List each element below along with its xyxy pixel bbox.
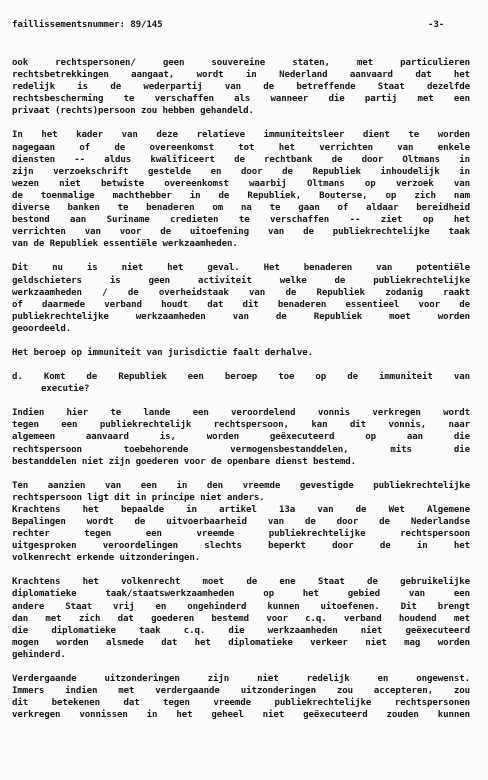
file-number: faillissementsnummer: 89/145 (12, 20, 163, 30)
paragraph (12, 407, 470, 467)
text-line: Bepalingen wordt de uitvoerbaarheid van de door de Nederlandse (12, 517, 470, 527)
text-line: mogen worden alsmede dat het diplomatieke verkeer niet mag worden (12, 637, 470, 648)
text-line: of daarmede verband houdt dat dit benaderen essentieel voor de (12, 299, 470, 310)
text-line: Krachtens het bepaalde in artikel 13a van de Wet Algemene (12, 504, 470, 515)
text-line: rechter tegen een vreemde publiekrechtelijke rechtspersoon (12, 529, 470, 540)
text-line: Indien hier te lande een veroordelend vonnis verkregen wordt (12, 408, 470, 419)
text-line: bestanddelen niet zijn goederen voor de openbare dienst bestemd. (12, 456, 356, 467)
document-body (12, 57, 470, 733)
text-line: diverse banken te benaderen om na te gaan of aldaar bereidheid (12, 203, 470, 214)
text-line: diensten -- aldus kwalificeert de rechtbank de door Oltmans in (12, 154, 470, 165)
text-line: de toenmalige machthebber in de Republiek, Bouterse, op zich nam (12, 190, 470, 201)
text-line: d. Komt de Republiek een beroep toe op de immuniteit van (12, 372, 470, 383)
text-line: rechtspersoon ligt dit in principe niet anders. (12, 492, 265, 503)
text-line: Ten aanzien van een in den vreemde gevestigde publiekrechtelijke (12, 480, 470, 491)
text-line: Verdergaande uitzonderingen zijn niet redelijk en ongewenst. (12, 674, 470, 685)
text-line: wezen niet betwiste overeenkomst waarbij Oltmans op verzoek van (12, 178, 470, 189)
paragraph (12, 480, 470, 565)
text-line: privaat (rechts)persoon zou hebben gehandeld. (12, 106, 254, 117)
text-line: Het beroep op immuniteit van jurisdictie faalt derhalve. (12, 347, 313, 358)
paragraph (12, 673, 470, 721)
text-line: van de Republiek essentiële werkzaamheden. (12, 239, 238, 250)
text-line: In het kader van deze relatieve immuniteitsleer dient te worden (12, 130, 470, 141)
text-line: redelijk is de wederpartij van de betreffende Staat dezelfde (12, 82, 470, 93)
paragraph (12, 129, 470, 250)
text-line: andere Staat vrij en ongehinderd kunnen uitoefenen. Dit brengt (12, 601, 470, 612)
text-line: Immers indien met verdergaande uitzonderingen zou accepteren, zou (12, 686, 470, 697)
text-line: geoordeeld. (12, 323, 72, 334)
text-line: diplomatieke taak/staatswerkzaamheden op het gebied van een (12, 589, 470, 600)
text-line: dit betekenen dat tegen vreemde publiekrechtelijke rechtspersonen (12, 698, 470, 709)
text-line: gehinderd. (12, 649, 66, 660)
text-line: verkregen vonnissen in het geheel niet geëxecuteerd zouden kunnen (12, 710, 470, 721)
text-line: rechtspersoon toebehorende vermogensbestanddelen, mits die (12, 444, 470, 455)
text-line: ook rechtspersonen/ geen souvereine staten, met particulieren (12, 58, 470, 68)
text-line: verrichten van voor de uitoefening van de publiekrechtelijke taak (12, 227, 470, 238)
page-number: -3- (428, 20, 445, 30)
paragraph (12, 347, 470, 359)
paragraph (12, 371, 470, 395)
paragraph (12, 262, 470, 335)
text-line: dan met zich dat goederen bestemd voor c.q. verband houdend met (12, 613, 470, 624)
text-line: executie? (41, 384, 90, 395)
text-line: publiekrechtelijke werkzaamheden van de Republiek moet worden (12, 311, 470, 322)
text-line: rechtsbetrekkingen aangaat, wordt in Nederland aanvaard dat het (12, 70, 470, 81)
text-line: Krachtens het volkenrecht moet de ene Staat de gebruikelijke (12, 577, 470, 588)
text-line: zijn verzoekschrift gestelde en door de Republiek inhoudelijk in (12, 166, 470, 177)
text-line: werkzaamheden / de overheidstaak van de Republiek zodanig raakt (12, 287, 470, 298)
text-line: geldschieters is geen activiteit welke de publiekrechtelijke (12, 275, 470, 286)
text-line: nagegaan of de overeenkomst tot het verrichten van enkele (12, 142, 470, 153)
text-line: algemeen aanvaard is, worden geëxecuteerd op aan die (12, 432, 470, 443)
paragraph (12, 57, 470, 117)
text-line: tegen een publiekrechtelijk rechtspersoon, kan dit vonnis, naar (12, 420, 470, 431)
text-line: die diplomatieke taak c.q. die werkzaamheden niet geëxecuteerd (12, 625, 470, 636)
text-line: rechtsbescherming te verschaffen als wanneer die partij met een (12, 94, 470, 105)
text-line: volkenrecht erkende uitzonderingen. (12, 553, 201, 564)
text-line: uitgesproken veroordelingen slechts beperkt door de in het (12, 541, 470, 552)
text-line: bestond aan Suriname credieten te verschaffen -- ziet op het (12, 215, 470, 226)
paragraph (12, 576, 470, 661)
text-line: Dit nu is niet het geval. Het benaderen van potentiële (12, 263, 470, 274)
